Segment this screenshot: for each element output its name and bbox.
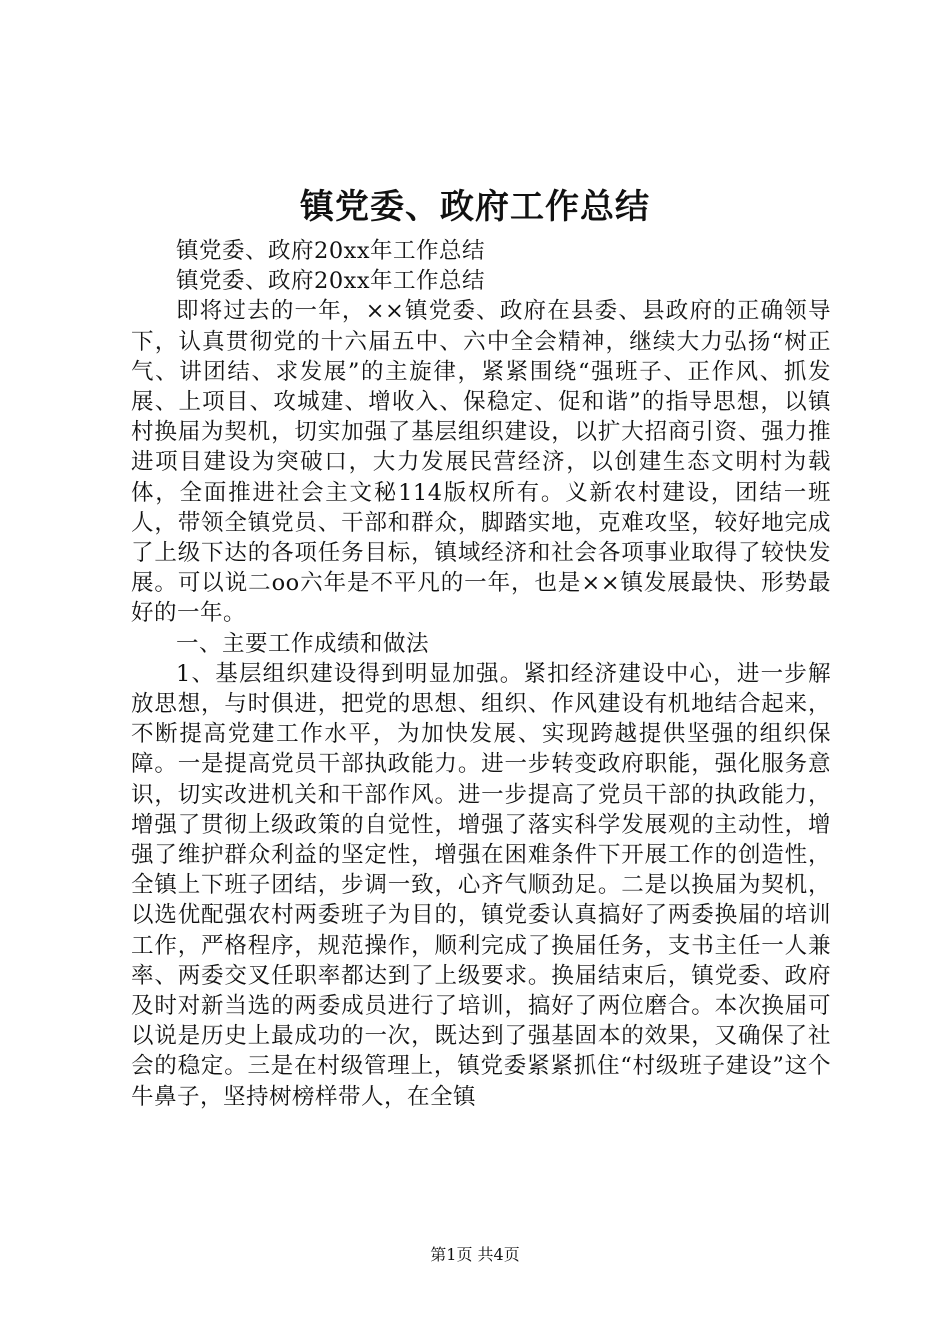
- document-body: [131, 236, 831, 1112]
- subtitle-line: 镇党委、政府20xx年工作总结: [176, 268, 486, 295]
- body-paragraph: 1、基层组织建设得到明显加强。紧扣经济建设中心，进一步解放思想，与时俱进，把党的思想、组织、作风建设有机地结合起来，不断提高党建工作水平，为加快发展、实现跨越提供坚强的组织保障。一是提高党员干部执政能力。进一步转变政府职能，强化服务意识，切实改进机关和干部作风。进一步提高了党员干部的执政能力，增强了贯彻上级政策的自觉性，增强了落实科学发展观的主动性，增强了维护群众利益的坚定性，增强在困难条件下开展工作的创造性，全镇上下班子团结，步调一致，心齐气顺劲足。二是以换届为契机，以选优配强农村两委班子为目的，镇党委认真搞好了两委换届的培训工作，严格程序，规范操作，顺利完成了换届任务，支书主任一人兼率、两委交叉任职率都达到了上级要求。换届结束后，镇党委、政府及时对新当选的两委成员进行了培训，搞好了两位磨合。本次换届可以说是历史上最成功的一次，既达到了强基固本的效果，又确保了社会的稳定。三是在村级管理上，镇党委紧紧抓住“村级班子建设”这个牛鼻子，坚持树榜样带人，在全镇: [131, 660, 831, 1110]
- subtitle-line: 镇党委、政府20xx年工作总结: [176, 238, 486, 264]
- document-title: 镇党委、政府工作总结: [300, 187, 650, 227]
- body-paragraph: 即将过去的一年，××镇党委、政府在县委、县政府的正确领导下，认真贯彻党的十六届五中、六中全会精神，继续大力弘扬“树正气、讲团结、求发展”的主旋律，紧紧围绕“强班子、正作风、抓发展、上项目、攻城建、增收入、保稳定、促和谐”的指导思想，以镇村换届为契机，切实加强了基层组织建设，以扩大招商引资、强力推进项目建设为突破口，大力发展民营经济，以创建生态文明村为载体，全面推进社会主文秘114版权所有。义新农村建设，团结一班人，带领全镇党员、干部和群众，脚踏实地，克难攻坚，较好地完成了上级下达的各项任务目标，镇域经济和社会各项事业取得了较快发展。可以说二oo六年是不平凡的一年，也是××镇发展最快、形势最好的一年。: [131, 298, 831, 627]
- page-footer: 第1页 共4页: [430, 1245, 520, 1264]
- section-heading: 一、主要工作成绩和做法: [176, 630, 430, 657]
